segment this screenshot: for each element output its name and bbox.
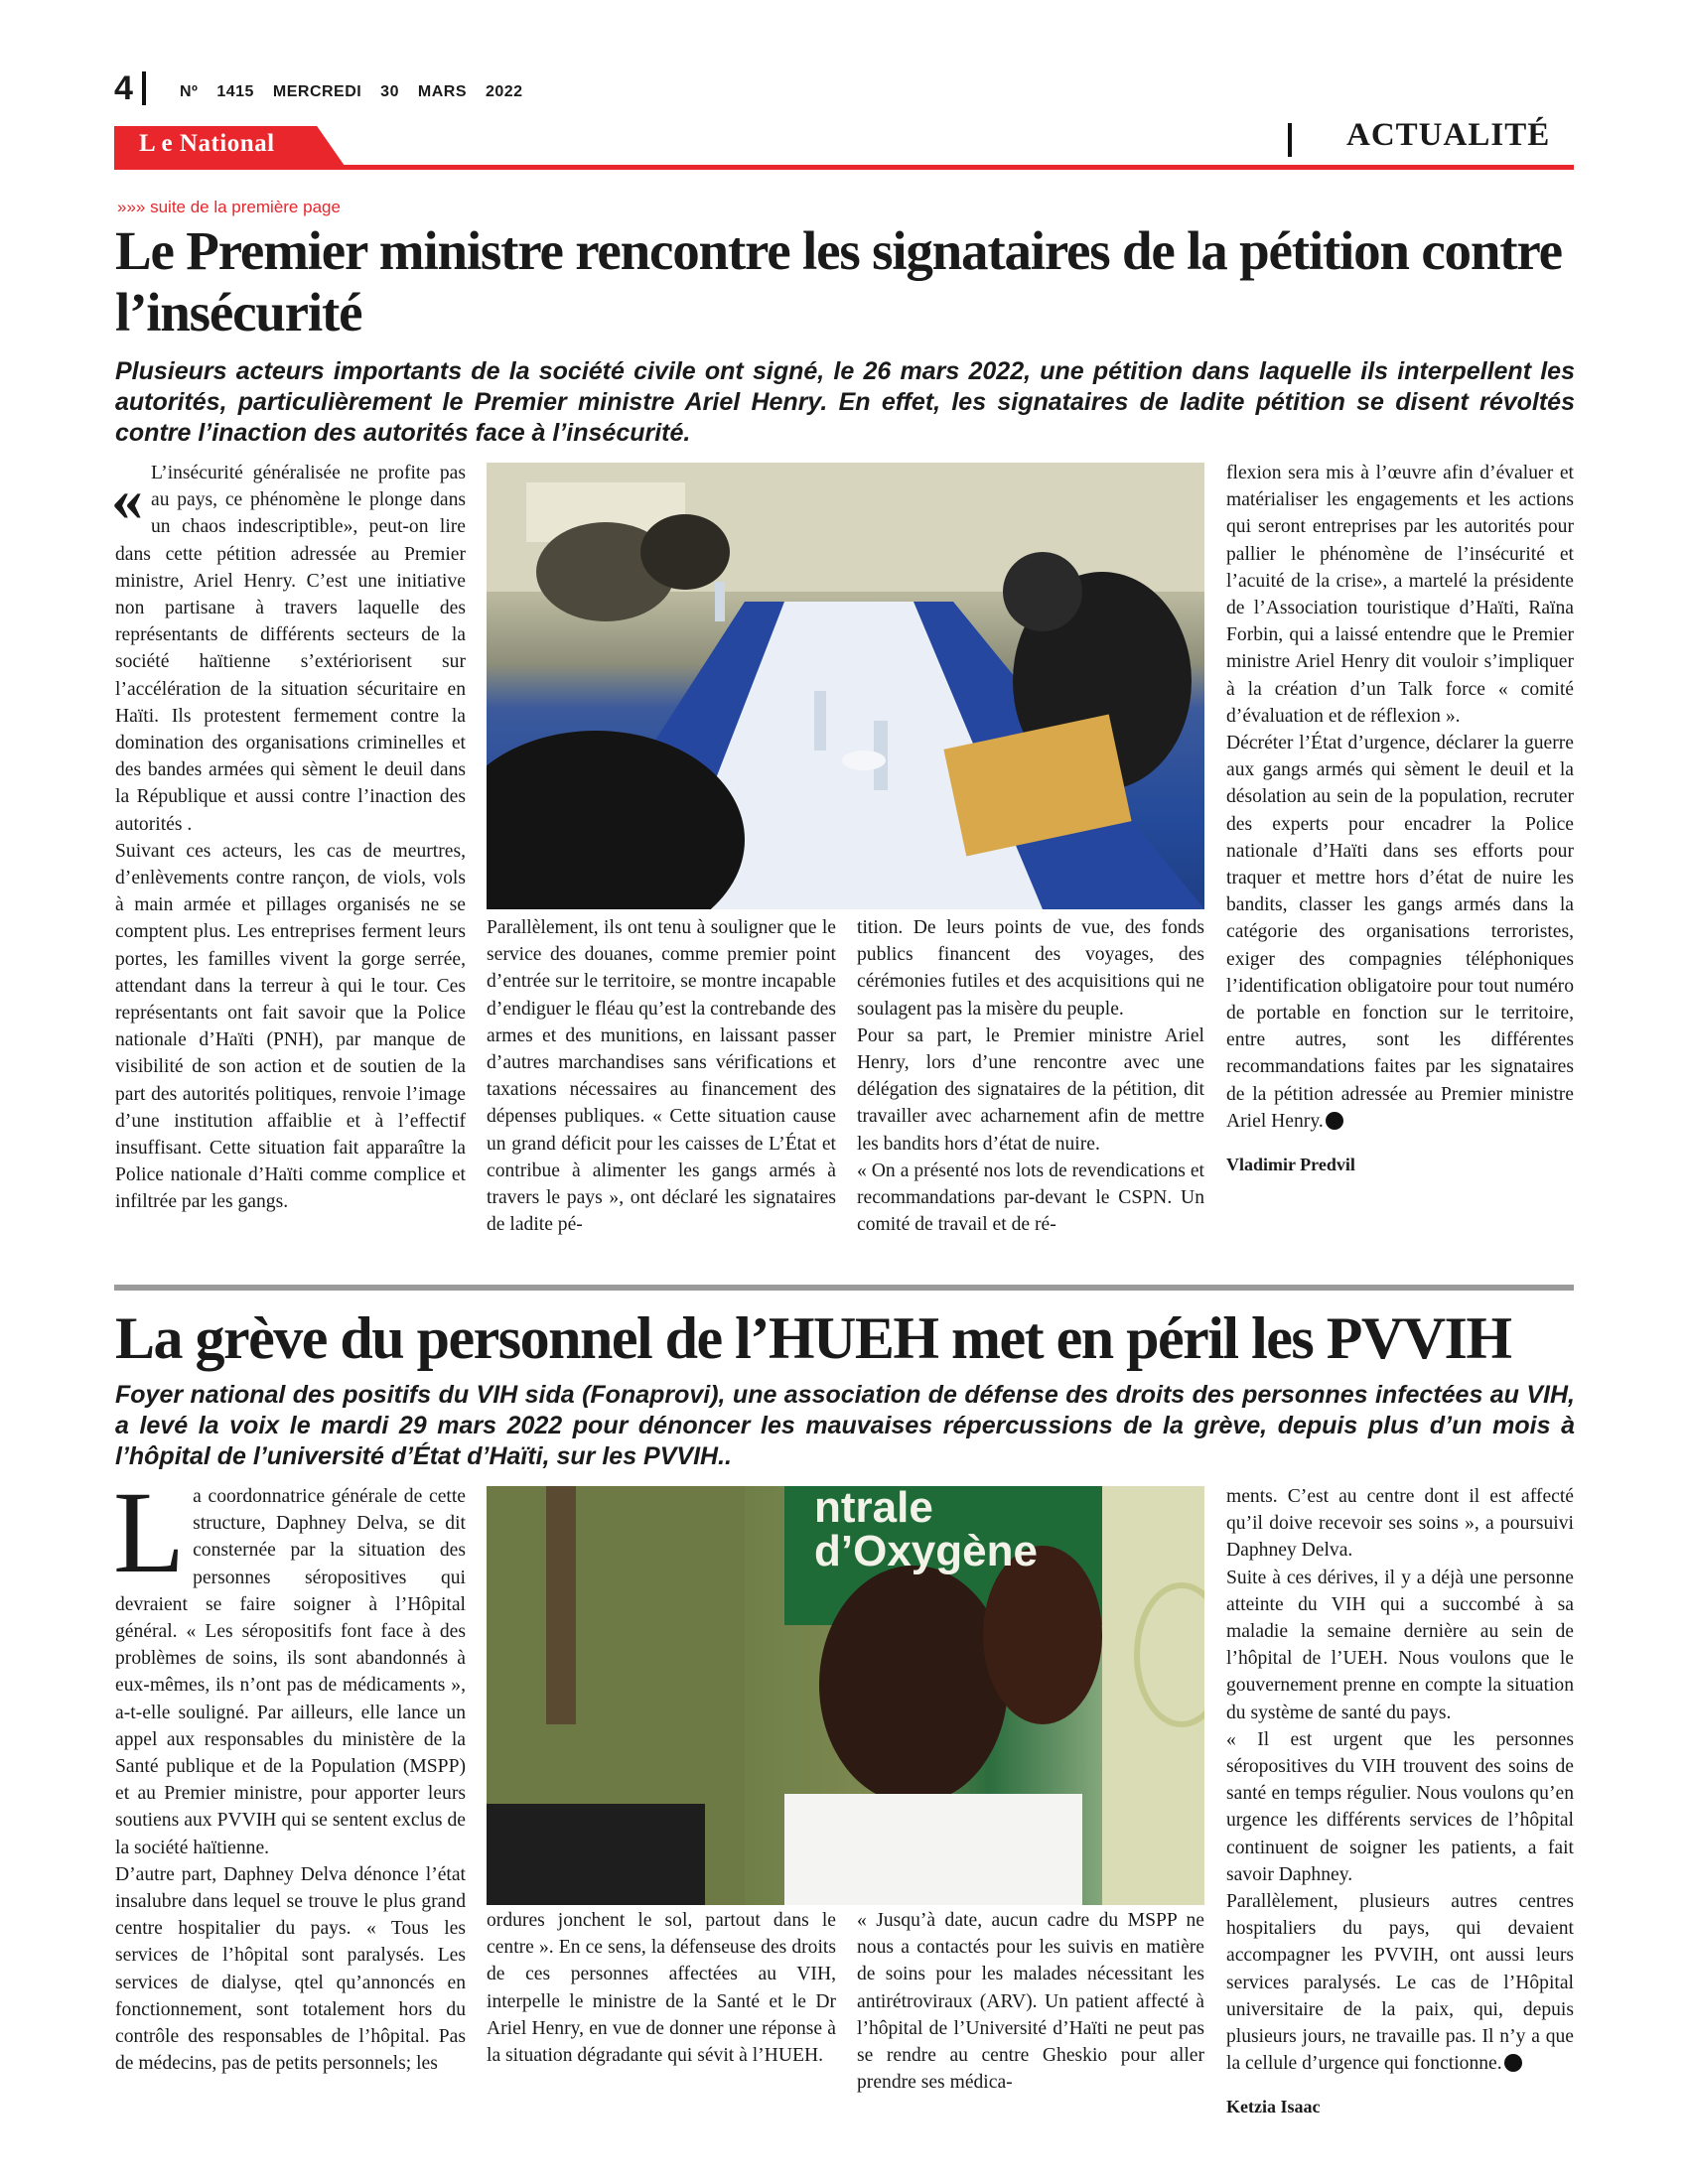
article1-paragraph: « On a présenté nos lots de revendications et recommandations par-devant le CSPN. Un comité de travail et de ré- [857, 1160, 1204, 1236]
article2-paragraph: Suite à ces dérives, il y a déjà une personne atteinte du VIH qui a succombé à sa maladie la semaine dernière au sein de l’hôpital de l’UEH. Nous voulons que le gouvernement prenne en compte la situation du système de santé du pays. [1226, 1567, 1574, 1723]
meeting-photo [487, 463, 1204, 909]
article1-paragraph: Suivant ces acteurs, les cas de meurtres, d’enlèvements contre rançon, de viols, vols à main armée et pillages organisés ne se comptent plus. Les entreprises ferment leurs portes, les familles vivent la gorge serrée, attendant dans la terreur à qui le tour. Ces représentants ont fait savoir que la Police nationale d’Haïti (PNH), par manque de visibilité de son action et de soutien de la part des autorités politiques, renvoie l’image d’une institution affaiblie et à l’effectif insuffisant. Cette situation fait apparaître la Police nationale d’Haïti comme complice et infiltrée par les gangs. [115, 840, 466, 1213]
opening-quote-mark: « [111, 464, 143, 534]
article-separator [114, 1285, 1574, 1291]
end-mark-icon [1504, 2054, 1522, 2072]
article1-column-2 [487, 914, 836, 1238]
meeting-photo-illustration [487, 463, 1204, 909]
article2-column-2 [487, 1907, 836, 2069]
article2-paragraph-text: Parallèlement, plusieurs autres centres hospitaliers du pays, qui devaient accompagner les PVVIH, ont aussi leurs services paralysés. Le cas de l’Hôpital universitaire de la paix, qui, depuis plusieurs jours, ne travaille pas. Il n’y a que la cellule d’urgence qui fonctionne. [1226, 1891, 1574, 2075]
article1-lead: Plusieurs acteurs importants de la société civile ont signé, le 26 mars 2022, une pétition dans laquelle ils interpellent les autorités, particulièrement le Premier ministre Ariel Henry. En effet, les signataires de ladite pétition se disent révoltés contre l’inaction des autorités face à l’insécurité. [115, 357, 1575, 447]
article1-paragraph-text: Décréter l’État d’urgence, déclarer la guerre aux gangs armés qui sèment le deuil et la désolation au sein de la population, recruter des experts pour encadrer la Police nationale d’Haïti dans ses efforts pour traquer et mettre hors d’état de nuire les bandits, classer les gangs armés dans la catégorie des organisations terroristes, exiger des compagnies téléphoniques l’identification obligatoire pour tout numéro de portable en fonction sur le territoire, entre autres, sont les différentes recommandations faites par les signataires de la pétition adressée au Premier ministre Ariel Henry. [1226, 733, 1574, 1132]
article1-byline: Vladimir Predvil [1226, 1155, 1355, 1175]
page-number: 4 [114, 69, 133, 107]
end-mark-icon [1326, 1112, 1343, 1130]
section-title: ACTUALITÉ [1346, 117, 1551, 153]
article1-paragraph: Pour sa part, le Premier ministre Ariel Henry, lors d’une rencontre avec une délégation des signataires de la pétition, dit travailler avec acharnement afin de mettre les bandits hors d’état de nuire. [857, 1024, 1204, 1155]
daphney-delva-photo [487, 1486, 1204, 1905]
article2-paragraph: ordures jonchent le sol, partout dans le centre ». En ce sens, la défenseuse des droits de ces personnes affectées au VIH, interpelle le ministre de la Santé et le Dr Ariel Henry, en vue de donner une réponse à la situation dégradante qui sévit à l’HUEH. [487, 1910, 836, 2067]
article1-paragraph: tition. De leurs points de vue, des fonds publics financent des voyages, des cérémonies futiles et des acquisitions qui ne soulagent pas la misère du peuple. [857, 917, 1204, 1020]
article2-paragraph: « Il est urgent que les personnes séropositives du VIH trouvent des soins de santé en temps régulier. Nous voulons qu’en urgence les différents services de l’hôpital continuent de soigner les patients, a fait savoir Daphney. [1226, 1728, 1574, 1885]
article1-paragraph: L’insécurité généralisée ne profite pas au pays, ce phénomène le plonge dans un chaos indescriptible», peut-on lire dans cette pétition adressée au Premier ministre, Ariel Henry. C’est une initiative non partisane à travers laquelle des représentants de différents secteurs de la société haïtienne s’extériorisent sur l’accélération de la situation sécuritaire en Haïti. Ils protestent fermement contre la domination des organisations criminelles et des bandes armées qui sèment le deuil dans la République et aussi contre l’inaction des autorités . [115, 463, 466, 835]
article2-lead: Foyer national des positifs du VIH sida (Fonaprovi), une association de défense des droits des personnes infectées au VIH, a levé la voix le mardi 29 mars 2022 pour dénoncer les mauvaises répercussions de la grève, depuis plus d’un mois à l’hôpital de l’université d’État d’Haïti, sur les PVVIH.. [115, 1381, 1575, 1470]
article2-paragraph: ments. C’est au centre dont il est affecté qu’il doive recevoir ses soins », a poursuivi Daphney Delva. [1226, 1486, 1574, 1562]
article1-column-4 [1226, 460, 1574, 1175]
article1-paragraph: Parallèlement, ils ont tenu à souligner que le service des douanes, comme premier point d’entrée sur le territoire, se montre incapable d’endiguer le fléau qu’est la contrebande des armes et des munitions, en laissant passer d’autres marchandises sans vérifications et taxations nécessaires au financement des dépenses publiques. « Cette situation cause un grand déficit pour les caisses de L’État et contribue à alimenter les gangs armés à travers le pays », ont déclaré les signataires de ladite pé- [487, 917, 836, 1236]
article2-column-3 [857, 1907, 1204, 2096]
article2-column-4 [1226, 1483, 1574, 2117]
article2-byline: Ketzia Isaac [1226, 2097, 1321, 2117]
drop-cap: L [113, 1467, 186, 1597]
article1-column-1 [111, 460, 466, 1216]
continuation-kicker: »»» suite de la première page [117, 198, 341, 216]
issue-info: Nº 1415 MERCREDI 30 MARS 2022 [180, 83, 523, 100]
header-rule [114, 165, 1574, 170]
article1-title: Le Premier ministre rencontre les signataires de la pétition contre l’insécurité [115, 220, 1562, 342]
article2-title: La grève du personnel de l’HUEH met en péril les PVVIH [115, 1305, 1511, 1371]
article1-column-3 [857, 914, 1204, 1238]
brand-name: L e National [139, 130, 275, 157]
article1-paragraph: flexion sera mis à l’œuvre afin d’évaluer et matérialiser les engagements et les actions qui seront entreprises par les autorités pour pallier le phénomène de l’insécurité et l’acuité de la crise», a martelé la présidente de l’Association touristique d’Haïti, Raïna Forbin, qui a laissé entendre que le Premier ministre Ariel Henry dit vouloir s’impliquer à la création d’un Talk force « comité d’évaluation et de réflexion ». [1226, 463, 1574, 727]
section-divider [1288, 123, 1292, 157]
photo-sign-text: ntrale d’Oxygène [814, 1486, 1038, 1575]
article2-paragraph: D’autre part, Daphney Delva dénonce l’état insalubre dans lequel se trouve le plus grand centre hospitalier du pays. « Tous les services de l’hôpital sont paralysés. Les services de dialyse, qtel qu’annoncés en fonctionnement, sont totalement hors du contrôle des responsables de l’hôpital. Pas de médecins, pas de petits personnels; les [115, 1863, 466, 2075]
article2-paragraph [1226, 1888, 1574, 2077]
article2-paragraph: a coordonnatrice générale de cette structure, Daphney Delva, se dit consternée par la situation des personnes séropositives qui devraient se faire soigner à l’Hôpital général. « Les séropositifs font face à des problèmes de soins, ils sont abandonnés à eux-mêmes, ils n’ont pas de médicaments », a-t-elle souligné. Par ailleurs, elle lance un appel aux responsables du ministère de la Santé publique et de la Population (MSPP) et au Premier ministre, pour apporter leurs soutiens aux PVVIH qui se sentent exclus de la société haïtienne. [115, 1486, 466, 1858]
article2-paragraph: « Jusqu’à date, aucun cadre du MSPP ne nous a contactés pour les suivis en matière de soins pour les malades nécessitant les antirétroviraux (ARV). Un patient affecté à l’hôpital de l’Université d’Haïti ne peut pas se rendre au centre Gheskio pour aller prendre ses médica- [857, 1910, 1204, 2094]
header-divider [142, 71, 146, 105]
article1-paragraph [1226, 730, 1574, 1135]
article2-column-1 [113, 1467, 466, 2077]
